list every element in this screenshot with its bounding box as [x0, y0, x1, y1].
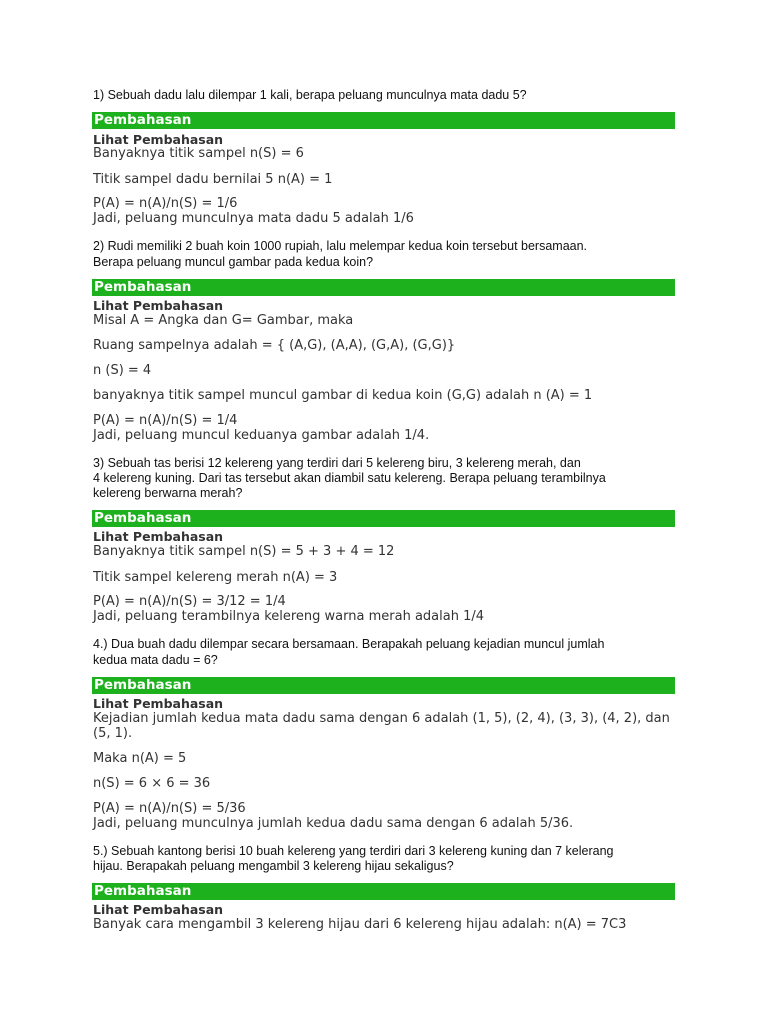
pembahasan-label: Pembahasan: [94, 677, 192, 693]
explanation-line: Misal A = Angka dan G= Gambar, maka: [93, 313, 354, 328]
question-3-line-3: kelereng berwarna merah?: [93, 486, 243, 500]
question-3-line-1: 3) Sebuah tas berisi 12 kelereng yang terdiri dari 5 kelereng biru, 3 kelereng merah, dan: [93, 456, 581, 470]
probability-formula: P(A) = n(A)/n(S) = 1/6: [93, 196, 238, 211]
lihat-pembahasan-link-5[interactable]: Lihat Pembahasan: [93, 902, 224, 917]
pembahasan-label: Pembahasan: [94, 112, 192, 128]
explanation-line: Banyaknya titik sampel n(S) = 6: [93, 146, 304, 161]
lihat-pembahasan-link-1[interactable]: Lihat Pembahasan: [93, 132, 224, 147]
pembahasan-label: Pembahasan: [94, 279, 192, 295]
question-4-line-1: 4.) Dua buah dadu dilempar secara bersamaan. Berapakah peluang kejadian muncul jumlah: [93, 637, 605, 651]
explanation-line: banyaknya titik sampel muncul gambar di kedua koin (G,G) adalah n (A) = 1: [93, 388, 593, 403]
pembahasan-label: Pembahasan: [94, 510, 192, 526]
pembahasan-bar-4[interactable]: [92, 677, 675, 694]
question-4-line-2: kedua mata dadu = 6?: [93, 653, 218, 667]
question-5-line-1: 5.) Sebuah kantong berisi 10 buah kelereng yang terdiri dari 3 kelereng kuning dan 7 kelerang: [93, 844, 614, 858]
explanation-line: Ruang sampelnya adalah = { (A,G), (A,A), (G,A), (G,G)}: [93, 338, 456, 353]
explanation-line: Titik sampel dadu bernilai 5 n(A) = 1: [93, 172, 333, 187]
conclusion-line: Jadi, peluang munculnya mata dadu 5 adalah 1/6: [93, 211, 414, 226]
conclusion-line: Jadi, peluang munculnya jumlah kedua dadu sama dengan 6 adalah 5/36.: [93, 816, 574, 831]
explanation-line: n(S) = 6 × 6 = 36: [93, 776, 211, 791]
explanation-line: Banyaknya titik sampel n(S) = 5 + 3 + 4 = 12: [93, 544, 395, 559]
lihat-pembahasan-link-2[interactable]: Lihat Pembahasan: [93, 298, 224, 313]
probability-formula: P(A) = n(A)/n(S) = 5/36: [93, 801, 246, 816]
question-2-line-2: Berapa peluang muncul gambar pada kedua koin?: [93, 255, 374, 269]
question-1: 1) Sebuah dadu lalu dilempar 1 kali, berapa peluang munculnya mata dadu 5?: [93, 88, 527, 102]
pembahasan-label: Pembahasan: [94, 883, 192, 899]
question-5-line-2: hijau. Berapakah peluang mengambil 3 kelereng hijau sekaligus?: [93, 859, 454, 873]
question-2-line-1: 2) Rudi memiliki 2 buah koin 1000 rupiah, lalu melempar kedua koin tersebut bersamaan.: [93, 239, 588, 253]
explanation-line: Maka n(A) = 5: [93, 751, 187, 766]
explanation-line: Kejadian jumlah kedua mata dadu sama dengan 6 adalah (1, 5), (2, 4), (3, 3), (4, 2), dan (5, 1).: [93, 711, 670, 741]
explanation-line: Banyak cara mengambil 3 kelereng hijau dari 6 kelereng hijau adalah: n(A) = 7C3: [93, 917, 627, 932]
lihat-pembahasan-link-3[interactable]: Lihat Pembahasan: [93, 529, 224, 544]
explanation-line: Titik sampel kelereng merah n(A) = 3: [93, 570, 338, 585]
question-3-line-2: 4 kelereng kuning. Dari tas tersebut akan diambil satu kelereng. Berapa peluang terambilnya: [93, 471, 606, 485]
pembahasan-bar-3[interactable]: [92, 510, 675, 527]
probability-formula: P(A) = n(A)/n(S) = 3/12 = 1/4: [93, 594, 286, 609]
explanation-line: n (S) = 4: [93, 363, 152, 378]
pembahasan-bar-5[interactable]: [92, 883, 675, 900]
lihat-pembahasan-link-4[interactable]: Lihat Pembahasan: [93, 696, 224, 711]
conclusion-line: Jadi, peluang muncul keduanya gambar adalah 1/4.: [93, 428, 430, 443]
pembahasan-bar-1[interactable]: [92, 112, 675, 129]
pembahasan-bar-2[interactable]: [92, 279, 675, 296]
conclusion-line: Jadi, peluang terambilnya kelereng warna merah adalah 1/4: [93, 609, 485, 624]
probability-formula: P(A) = n(A)/n(S) = 1/4: [93, 413, 238, 428]
